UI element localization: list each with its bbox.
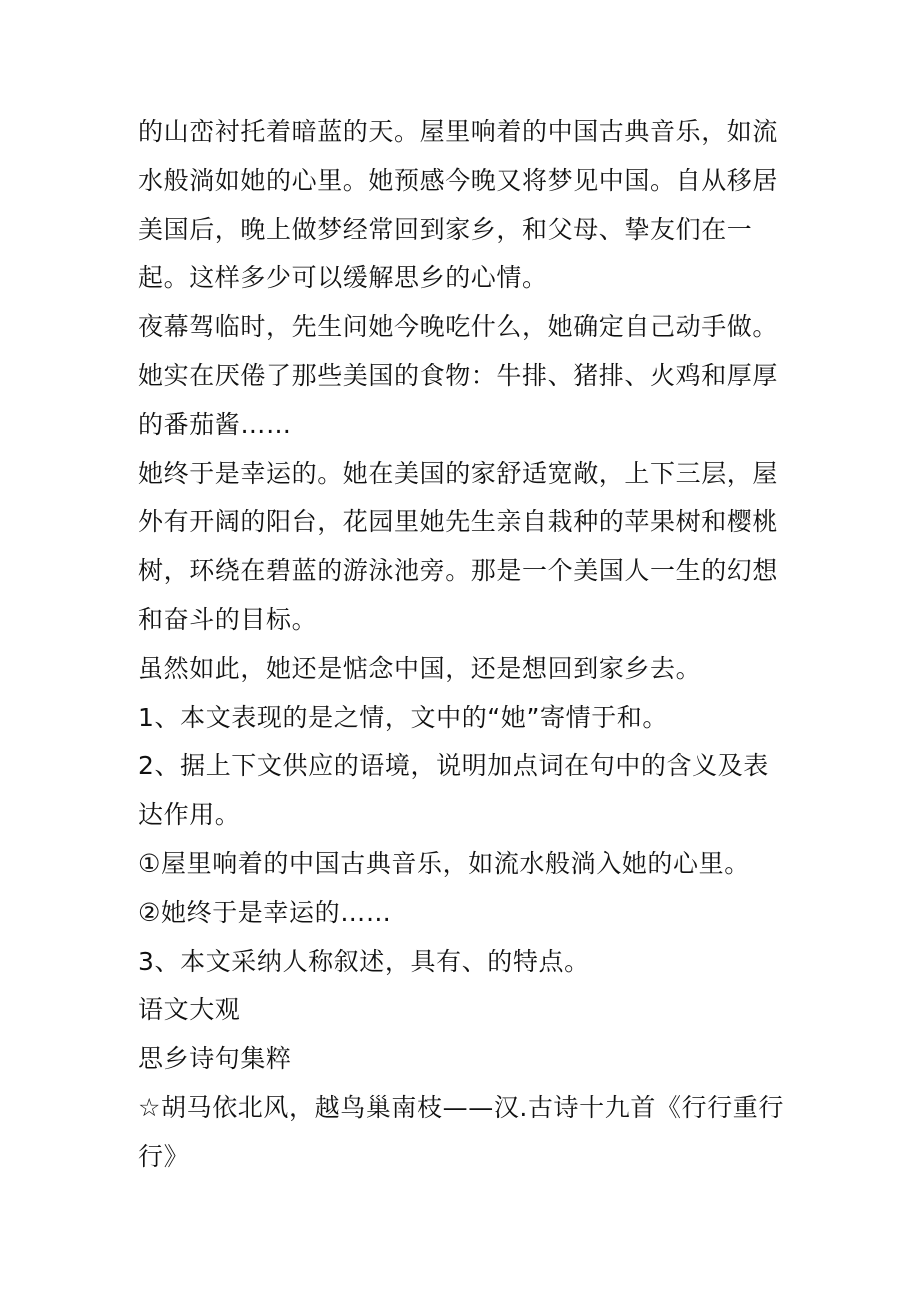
question-2-item-1: ①屋里响着的中国古典音乐，如流水般淌入她的心里。: [138, 848, 750, 878]
question-2-item-2: ②她终于是幸运的……: [138, 897, 392, 927]
question-1: 1、本文表现的是之情，文中的“她”寄情于和。: [138, 702, 669, 732]
question-2: 2、据上下文供应的语境，说明加点词在句中的含义及表达作用。: [138, 751, 769, 830]
poem-quote: ☆胡马依北风，越鸟巢南枝——汉.古诗十九首《行行重行行》: [138, 1092, 784, 1171]
paragraph-missing-china: 虽然如此，她还是惦念中国，还是想回到家乡去。: [138, 653, 702, 683]
paragraph-fortunate: 她终于是幸运的。她在美国的家舒适宽敞，上下三层，屋外有开阔的阳台，花园里她先生亲自栽种的苹果树和樱桃树，环绕在碧蓝的游泳池旁。那是一个美国人一生的幻想和奋斗的目标。: [138, 458, 779, 634]
paragraph-mountain-sky: 的山峦衬托着暗蓝的天。屋里响着的中国古典音乐，如流水般淌如她的心里。她预感今晚又将梦见中国。自从移居美国后，晚上做梦经常回到家乡，和父母、挚友们在一起。这样多少可以缓解思乡的心情。: [138, 117, 779, 293]
paragraph-dinner: 夜幕驾临时，先生问她今晚吃什么，她确定自己动手做。她实在厌倦了那些美国的食物：牛排、猪排、火鸡和厚厚的番茄酱……: [138, 312, 779, 439]
section-heading-homesick-poems: 思乡诗句集粹: [138, 1044, 292, 1074]
document-body: [138, 108, 788, 1182]
question-3: 3、本文采纳人称叙述，具有、的特点。: [138, 946, 590, 976]
section-heading-chinese-overview: 语文大观: [138, 995, 241, 1025]
